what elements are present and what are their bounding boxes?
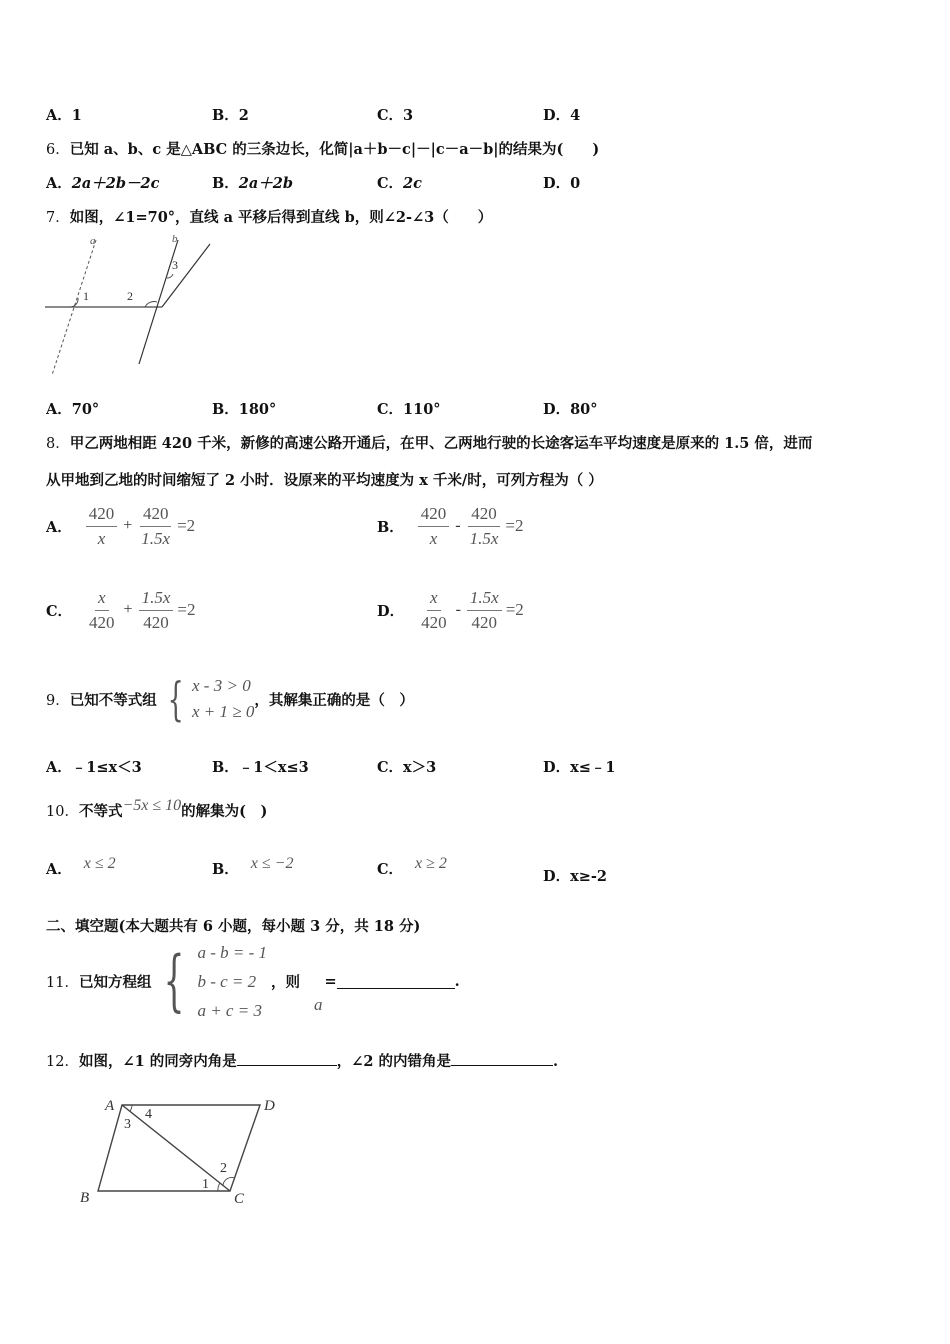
q8-option-b: B． $\frac{420}{x}$ - $\frac{420}{1.5x}$ =2 [377, 503, 524, 548]
q5-option-b: B．2 [212, 107, 249, 124]
q6-option-d: D．0 [543, 175, 581, 192]
q11-number: 11． [46, 974, 79, 991]
q9-stem-pre: 已知不等式组 [69, 691, 157, 709]
q11-equals: = [324, 972, 337, 990]
q9-system [192, 673, 254, 725]
q7-number: 7． [46, 210, 70, 226]
q9-line1: x - 3 > 0 [192, 676, 251, 695]
q8-option-a-expr: $\frac{420}{x}$ + $\frac{420}{1.5x}$ =2 [86, 504, 195, 549]
q8-stem-line1: 甲乙两地相距 420 千米，新修的高速公路开通后，在甲、乙两地行驶的长途客运车平均速度是原来的 1.5 倍，进而 [69, 435, 813, 452]
q11-brace: { [163, 942, 185, 1019]
section2-title: 二、填空题(本大题共有 6 小题，每小题 3 分，共 18 分) [46, 918, 421, 935]
q12-answer-blank-1[interactable] [237, 1051, 337, 1066]
q12-stem-row [46, 1050, 558, 1071]
angle-3-arc [167, 274, 173, 278]
label-2: 2 [127, 289, 133, 303]
q11-system [197, 938, 267, 1025]
q9-option-c: C．x＞3 [377, 759, 437, 776]
q10-stem-post: 的解集为( ) [181, 803, 268, 820]
q7-stem-row [46, 206, 492, 227]
q9-number: 9． [46, 692, 70, 709]
q7-option-b: B．180° [212, 401, 277, 418]
q9-option-d: D．x≤﹣1 [543, 759, 616, 776]
q7-stem: 如图，∠1=70°，直线 a 平移后得到直线 b，则∠2-∠3（ ） [69, 209, 493, 226]
q6-option-a: A．2a＋2b－2c [46, 175, 160, 192]
q12-stem-part1: 如图，∠1 的同旁内角是 [78, 1053, 237, 1070]
label-3: 3 [124, 1117, 131, 1132]
q10-option-d: D．x≥-2 [543, 868, 607, 885]
label-4: 4 [145, 1107, 152, 1122]
q8-option-c: C． $\frac{x}{420}$ + $\frac{1.5x}{420}$ =2 [46, 587, 196, 632]
q8-option-a: A． $\frac{420}{x}$ + $\frac{420}{1.5x}$ =2 [46, 503, 196, 548]
q9-brace: { [167, 672, 184, 726]
q11-line3: a + c = 3 [197, 1000, 262, 1020]
q10-option-a: A． x ≤ 2 [46, 855, 116, 878]
q8-option-d: D． $\frac{x}{420}$ - $\frac{1.5x}{420}$ =2 [377, 587, 524, 632]
q6-option-b: B．2a＋2b [212, 175, 293, 192]
q12-figure [70, 1090, 290, 1215]
q8-stem-line2: 从甲地到乙地的时间缩短了 2 小时．设原来的平均速度为 x 千米/时，可列方程为（ ） [46, 472, 603, 489]
q6-stem-row [46, 138, 599, 159]
q7-option-c: C．110° [377, 401, 441, 418]
label-b: b [172, 233, 178, 245]
q8-stem-row-1 [46, 432, 812, 453]
vertex-a: A [105, 1098, 115, 1114]
q11-end: . [454, 972, 460, 990]
q9-option-a: A．﹣1≤x＜3 [46, 759, 142, 776]
angle-2-arc [145, 302, 157, 307]
label-a: a [90, 235, 96, 247]
angle-4-arc [130, 1105, 132, 1111]
vertex-b: B [80, 1190, 90, 1206]
q11-answer-blank[interactable] [337, 974, 455, 989]
q9-line2: x + 1 ≥ 0 [192, 702, 255, 721]
label-2: 2 [220, 1161, 227, 1176]
q6-number: 6． [46, 142, 70, 158]
angle-1-arc [218, 1183, 220, 1191]
q8-option-d-expr: $\frac{x}{420}$ - $\frac{1.5x}{420}$ =2 [421, 587, 524, 632]
q12-end: . [553, 1053, 559, 1070]
q11-denominator: a [314, 995, 323, 1014]
q8-number: 8． [46, 436, 70, 452]
q11-fraction-placeholder [314, 975, 323, 1015]
q6-option-c: C．2c [377, 175, 422, 192]
vertex-c: C [234, 1191, 245, 1207]
vertex-d: D [264, 1098, 275, 1114]
q5-option-a: A．1 [46, 107, 82, 124]
label-3: 3 [172, 258, 178, 272]
q9-stem-post: ，其解集正确的是（ ） [254, 691, 414, 709]
q9-option-b: B．﹣1＜x≤3 [212, 759, 309, 776]
parallelogram-abcd [98, 1105, 260, 1191]
q6-stem: 已知 a、b、c 是△ABC 的三条边长，化简|a＋b－c|－|c－a－b|的结果为( ) [69, 141, 600, 158]
q12-number: 12． [46, 1054, 79, 1070]
q10-option-c: C． x ≥ 2 [377, 855, 447, 878]
q10-stem-row [46, 797, 268, 821]
q11-line1: a - b = - 1 [197, 942, 267, 962]
q11-line2: b - c = 2 [197, 971, 257, 991]
label-1: 1 [202, 1177, 209, 1192]
q8-option-c-expr: $\frac{x}{420}$ + $\frac{1.5x}{420}$ =2 [89, 587, 196, 632]
q12-answer-blank-2[interactable] [451, 1051, 553, 1066]
q5-option-c: C．3 [377, 107, 414, 124]
q9-stem-row [46, 668, 414, 730]
q10-option-b: B． x ≤ −2 [212, 855, 294, 878]
q7-option-d: D．80° [543, 401, 598, 418]
transversal-line [162, 244, 210, 307]
q8-option-b-expr: $\frac{420}{x}$ - $\frac{420}{1.5x}$ =2 [418, 504, 524, 549]
q12-stem-part2: ，∠2 的内错角是 [336, 1053, 452, 1070]
label-1: 1 [83, 289, 89, 303]
q7-figure [40, 230, 230, 380]
diagonal-ac [122, 1105, 230, 1191]
q11-stem-pre: 已知方程组 [78, 973, 152, 991]
q10-inequality: −5x ≤ 10 [122, 797, 182, 814]
q11-stem-row [46, 936, 460, 1026]
q10-number: 10． [46, 804, 79, 820]
q7-option-a: A．70° [46, 401, 100, 418]
q11-stem-mid: ，则 [271, 973, 300, 991]
q10-stem-pre: 不等式 [78, 803, 123, 820]
q5-option-d: D．4 [543, 107, 581, 124]
